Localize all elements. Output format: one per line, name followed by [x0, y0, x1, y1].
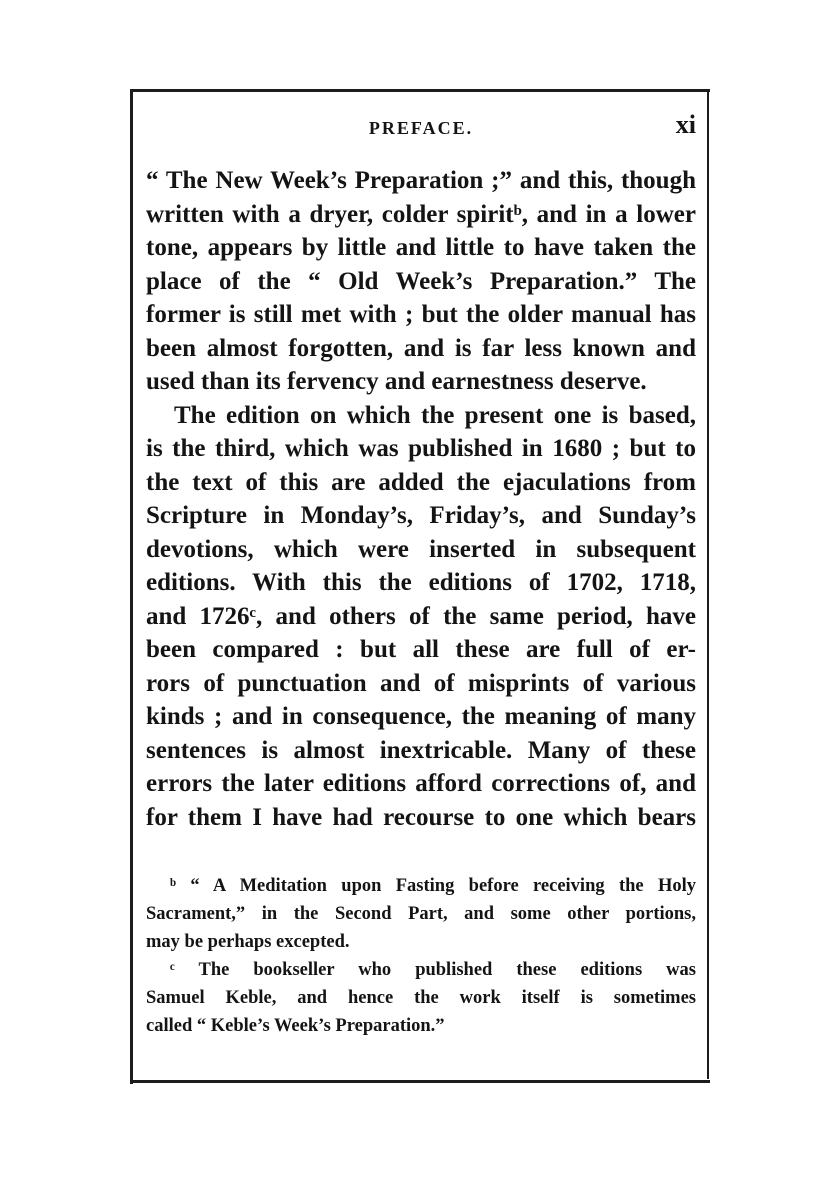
text-line: place of the “ Old Week’s Preparation.” The: [146, 267, 696, 295]
running-title: PREFACE.: [368, 118, 474, 138]
text-line: and 1726ᶜ, and others of the same period, have: [146, 602, 696, 630]
text-line: “ The New Week’s Preparation ;” and this, though: [146, 167, 696, 194]
text-line: Scripture in Monday’s, Friday’s, and Sunday’s: [146, 502, 696, 529]
text-line: the text of this are added the ejaculations from: [146, 468, 696, 496]
text-line: been compared : but all these are full of er-: [146, 636, 696, 663]
footnote-line: ᵇ “ A Meditation upon Fasting before receiving the Holy: [170, 876, 696, 896]
footnote-line: Samuel Keble, and hence the work itself is sometimes: [146, 988, 696, 1008]
text-line: been almost forgotten, and is far less known and: [146, 334, 696, 362]
frame-rule-left: [130, 89, 133, 1084]
text-line: tone, appears by little and little to have taken the: [146, 234, 696, 261]
text-line: former is still met with ; but the older manual has: [146, 301, 696, 328]
text-line: written with a dryer, colder spiritᵇ, and in a lower: [146, 200, 696, 228]
footnotes: [146, 872, 696, 1040]
text-line: rors of punctuation and of misprints of various: [146, 669, 696, 697]
text-line: sentences is almost inextricable. Many of these: [146, 736, 696, 764]
text-line: is the third, which was published in 1680 ; but to: [146, 435, 696, 462]
footnote-line: called “ Keble’s Week’s Preparation.”: [146, 1016, 445, 1036]
page-header: [146, 110, 696, 150]
text-line: errors the later editions afford corrections of, and: [146, 770, 696, 797]
body-text: [146, 164, 696, 834]
text-line: for them I have had recourse to one which bears: [146, 803, 696, 831]
text-line: used than its fervency and earnestness deserve.: [146, 368, 647, 395]
frame-rule-top: [130, 89, 710, 92]
text-line: The edition on which the present one is based,: [174, 401, 696, 429]
text-line: editions. With this the editions of 1702, 1718,: [146, 569, 696, 596]
page-number: xi: [675, 110, 696, 139]
footnote-line: may be perhaps excepted.: [146, 932, 350, 952]
frame-rule-bottom: [130, 1080, 710, 1083]
footnote-line: ᶜ The bookseller who published these editions was: [170, 960, 696, 980]
footnote-line: Sacrament,” in the Second Part, and some other portions,: [146, 904, 696, 924]
text-line: devotions, which were inserted in subsequent: [146, 535, 696, 563]
frame-rule-right: [707, 89, 709, 1079]
text-line: kinds ; and in consequence, the meaning of many: [146, 703, 696, 730]
